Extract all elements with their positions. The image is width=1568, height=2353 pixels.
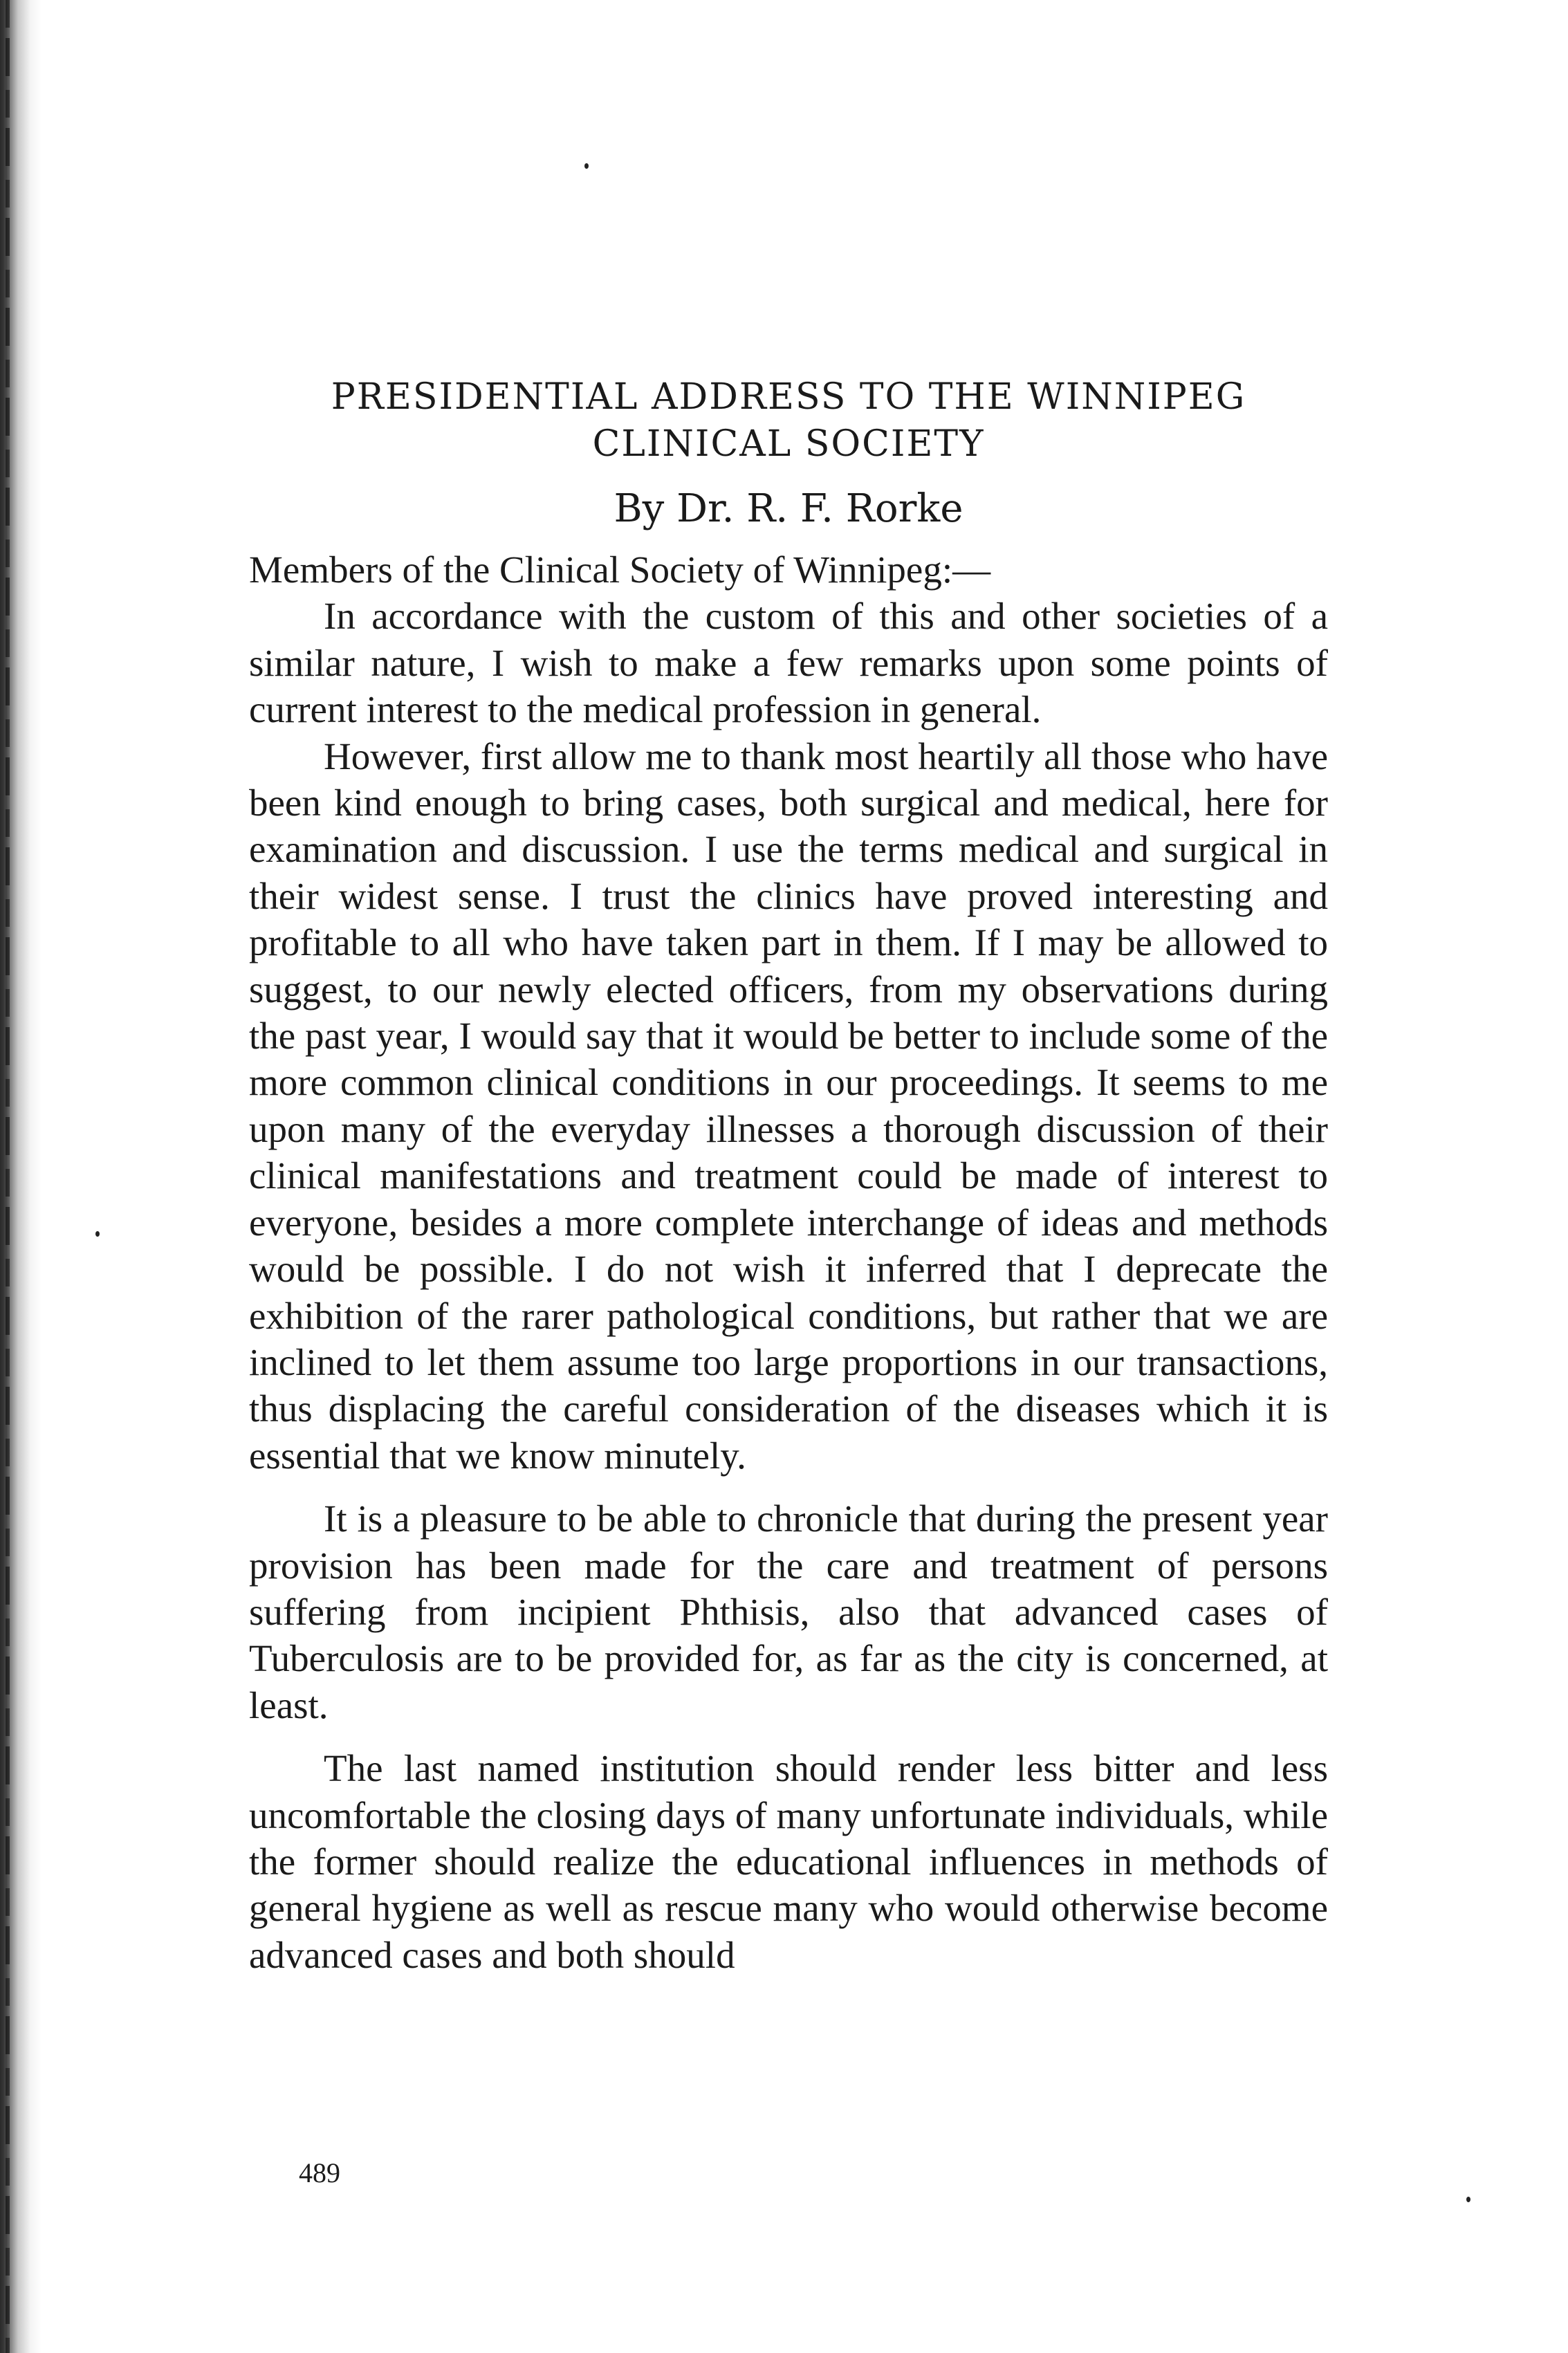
scan-speck — [584, 163, 589, 169]
paragraph: However, first allow me to thank most heartily all those who have been kind enough to bring cases, both surgical and medical, here for examination and discussion. I use the terms medical and surgical in their widest sense. I trust the clinics have proved interesting and profitable to all who have taken part in them. If I may be allowed to suggest, to our newly elected officers, from my observations during the past year, I would say that it would be better to include some of the more common clinical conditions in our proceedings. It seems to me upon many of the everyday illnesses a thorough discussion of their clinical manifestations and treatment could be made of interest to everyone, besides a more complete interchange of ideas and methods would be possible. I do not wish it inferred that I deprecate the exhibition of the rarer pathological conditions, but rather that we are inclined to let them assume too large proportions in our transactions, thus displacing the careful consideration of the diseases which it is essential that we know minutely. — [249, 735, 1328, 1477]
author-byline: By Dr. R. F. Rorke — [614, 486, 963, 531]
paragraph: The last named institution should render less bitter and less uncomfortable the closing days of many unfortunate individuals, while the former should realize the educational influences in methods of general hygiene as well as rescue many who would otherwise become advanced cases and both should — [249, 1747, 1328, 1976]
article-title-line-1: PRESIDENTIAL ADDRESS TO THE WINNIPEG — [331, 376, 1246, 418]
article-title-line-2: CLINICAL SOCIETY — [592, 423, 985, 465]
paragraph: It is a pleasure to be able to chronicle that during the present year provision has been made for the care and treatment of persons suffering from incipient Phthisis, also that advanced cases of Tuberculosis are to be provided for, as far as the city is concerned, at least. — [249, 1497, 1328, 1726]
paragraph: In accordance with the custom of this and other societies of a similar nature, I wish to make a few remarks upon some points of current interest to the medical profession in general. — [249, 595, 1328, 731]
scan-speck — [95, 1231, 100, 1237]
article-body — [249, 546, 1328, 1978]
article-title — [249, 373, 1328, 468]
scan-speck — [1466, 2197, 1470, 2202]
page-number: 489 — [299, 2157, 340, 2188]
document-page — [249, 373, 1328, 1978]
salutation: Members of the Clinical Society of Winnipeg:— — [249, 548, 991, 591]
scanned-page-edge — [0, 0, 41, 2353]
